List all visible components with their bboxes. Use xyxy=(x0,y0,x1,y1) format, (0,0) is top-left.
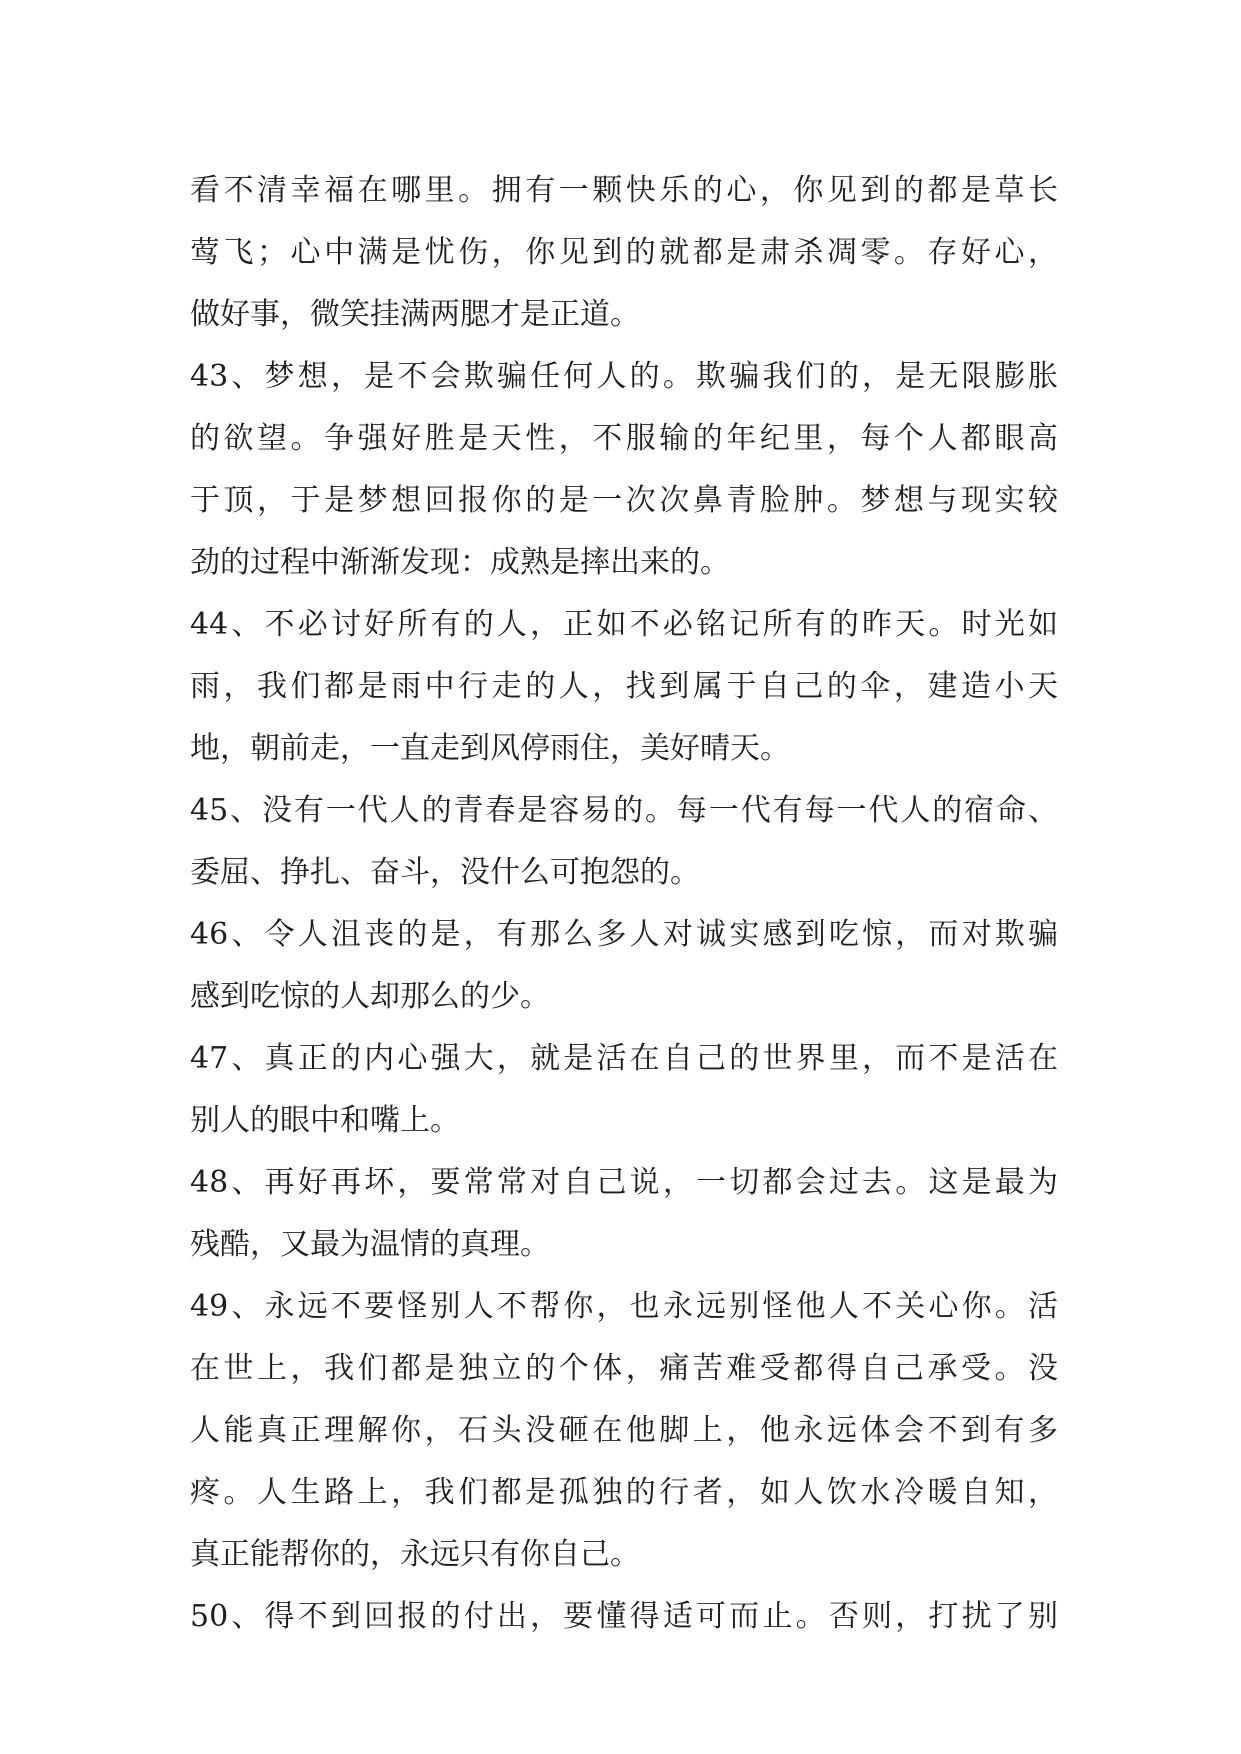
text-line: 在世上，我们都是独立的个体，痛苦难受都得自己承受。没 xyxy=(190,1351,1058,1386)
text-line: 49、永远不要怪别人不帮你，也永远别怪他人不关心你。活 xyxy=(190,1289,1058,1324)
text-line: 44、不必讨好所有的人，正如不必铭记所有的昨天。时光如 xyxy=(190,607,1058,642)
text-line: 做好事，微笑挂满两腮才是正道。 xyxy=(190,297,640,332)
text-line: 莺飞；心中满是忧伤，你见到的就都是肃杀凋零。存好心， xyxy=(190,235,1058,270)
text-line: 于顶，于是梦想回报你的是一次次鼻青脸肿。梦想与现实较 xyxy=(190,483,1058,518)
text-line: 47、真正的内心强大，就是活在自己的世界里，而不是活在 xyxy=(190,1041,1058,1076)
text-line: 委屈、挣扎、奋斗，没什么可抱怨的。 xyxy=(190,855,700,890)
text-line: 感到吃惊的人却那么的少。 xyxy=(190,979,550,1014)
text-line: 43、梦想，是不会欺骗任何人的。欺骗我们的，是无限膨胀 xyxy=(190,359,1058,394)
text-line: 看不清幸福在哪里。拥有一颗快乐的心，你见到的都是草长 xyxy=(190,173,1058,208)
text-line: 地，朝前走，一直走到风停雨住，美好晴天。 xyxy=(190,731,790,766)
text-line: 人能真正理解你，石头没砸在他脚上，他永远体会不到有多 xyxy=(190,1413,1058,1448)
text-line: 50、得不到回报的付出，要懂得适可而止。否则，打扰了别 xyxy=(190,1599,1058,1634)
document-body-text xyxy=(190,160,1058,1648)
text-line: 残酷，又最为温情的真理。 xyxy=(190,1227,550,1262)
text-line: 的欲望。争强好胜是天性，不服输的年纪里，每个人都眼高 xyxy=(190,421,1058,456)
text-line: 46、令人沮丧的是，有那么多人对诚实感到吃惊，而对欺骗 xyxy=(190,917,1058,952)
text-line: 疼。人生路上，我们都是孤独的行者，如人饮水冷暖自知， xyxy=(190,1475,1058,1510)
text-line: 45、没有一代人的青春是容易的。每一代有每一代人的宿命、 xyxy=(190,793,1058,828)
text-line: 劲的过程中渐渐发现：成熟是摔出来的。 xyxy=(190,545,730,580)
text-line: 雨，我们都是雨中行走的人，找到属于自己的伞，建造小天 xyxy=(190,669,1058,704)
text-line: 48、再好再坏，要常常对自己说，一切都会过去。这是最为 xyxy=(190,1165,1058,1200)
text-line: 真正能帮你的，永远只有你自己。 xyxy=(190,1537,640,1572)
text-line: 别人的眼中和嘴上。 xyxy=(190,1103,460,1138)
